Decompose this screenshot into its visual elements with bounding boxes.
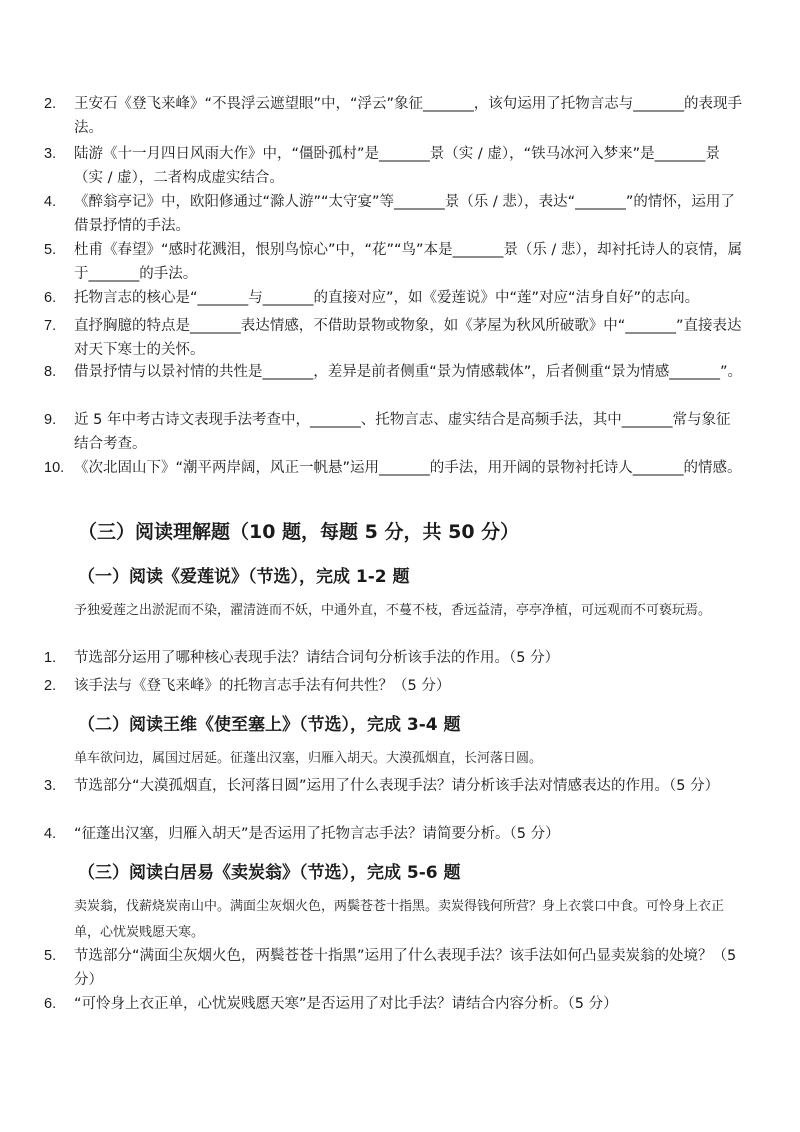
passage: 予独爱莲之出淤泥而不染，濯清涟而不妖，中通外直，不蔓不枝，香远益清，亭亭净植，可远观而不可亵玩焉。 — [74, 603, 712, 618]
item-number: 4. — [44, 194, 57, 210]
item-number: 6. — [44, 290, 57, 306]
question-number: 3. — [44, 778, 57, 794]
item-text: 《次北固山下》“潮平两岸阔，风正一帆悬”运用_______的手法，用开阔的景物衬托诗人_______的情感。 — [74, 460, 742, 476]
part-title: （一）阅读《爱莲说》（节选），完成 1-2 题 — [78, 567, 410, 587]
question-text: 该手法与《登飞来峰》的托物言志手法有何共性？（5 分） — [74, 678, 451, 694]
item-text: 王安石《登飞来峰》“不畏浮云遮望眼”中，“浮云”象征_______，该句运用了托物言志与_______的表现手法。 — [74, 96, 743, 136]
question-number: 2. — [44, 678, 57, 694]
item-number: 9. — [44, 412, 57, 428]
item-text: 陆游《十一月四日风雨大作》中，“僵卧孤村”是_______景（实 / 虚），“铁马冰河入梦来”是_______景（实 / 虚），二者构成虚实结合。 — [74, 146, 720, 186]
question-number: 4. — [44, 826, 57, 842]
item-number: 7. — [44, 318, 57, 334]
question-text: “可怜身上衣正单，心忧炭贱愿天寒”是否运用了对比手法？请结合内容分析。（5 分） — [74, 996, 618, 1012]
question-text: 节选部分运用了哪种核心表现手法？请结合词句分析该手法的作用。（5 分） — [74, 650, 560, 666]
question-number: 6. — [44, 996, 57, 1012]
question-number: 5. — [44, 948, 57, 964]
item-number: 2. — [44, 96, 57, 112]
item-number: 5. — [44, 242, 57, 258]
section-title: （三）阅读理解题（10 题，每题 5 分，共 50 分） — [78, 521, 520, 543]
passage: 单车欲问边，属国过居延。征蓬出汉塞，归雁入胡天。大漠孤烟直，长河落日圆。 — [74, 751, 543, 766]
item-text: 托物言志的核心是“_______与_______的直接对应”，如《爱莲说》中“莲”对应“洁身自好”的志向。 — [74, 290, 700, 306]
item-text: 《醉翁亭记》中，欧阳修通过“滁人游”“太守宴”等_______景（乐 / 悲），表达“_______”的情怀，运用了借景抒情的手法。 — [74, 194, 735, 234]
item-number: 8. — [44, 364, 57, 380]
part-title: （三）阅读白居易《卖炭翁》（节选），完成 5-6 题 — [78, 863, 461, 883]
part-title: （二）阅读王维《使至塞上》（节选），完成 3-4 题 — [78, 715, 461, 735]
passage: 卖炭翁，伐薪烧炭南山中。满面尘灰烟火色，两鬓苍苍十指黑。卖炭得钱何所营？身上衣裳口中食。可怜身上衣正单，心忧炭贱愿天寒。 — [74, 899, 725, 940]
question-text: “征蓬出汉塞，归雁入胡天”是否运用了托物言志手法？请简要分析。（5 分） — [74, 826, 560, 842]
question-text: 节选部分“满面尘灰烟火色，两鬓苍苍十指黑”运用了什么表现手法？该手法如何凸显卖炭翁的处境？（5 分） — [74, 948, 737, 988]
item-number: 10. — [44, 460, 65, 476]
item-text: 借景抒情与以景衬情的共性是_______，差异是前者侧重“景为情感载体”，后者侧重“景为情感_______”。 — [74, 364, 743, 380]
item-text: 直抒胸臆的特点是_______表达情感，不借助景物或物象，如《茅屋为秋风所破歌》中“_______”直接表达对天下寒士的关怀。 — [74, 318, 742, 358]
question-number: 1. — [44, 650, 57, 666]
item-text: 杜甫《春望》“感时花溅泪，恨别鸟惊心”中，“花”“鸟”本是_______景（乐 / 悲），却衬托诗人的哀情，属于_______的手法。 — [74, 242, 743, 282]
item-text: 近 5 年中考古诗文表现手法考查中，_______、托物言志、虚实结合是高频手法，其中_______常与象征结合考查。 — [74, 412, 731, 452]
question-text: 节选部分“大漠孤烟直，长河落日圆”运用了什么表现手法？请分析该手法对情感表达的作用。（5 分） — [74, 778, 720, 794]
item-number: 3. — [44, 146, 57, 162]
